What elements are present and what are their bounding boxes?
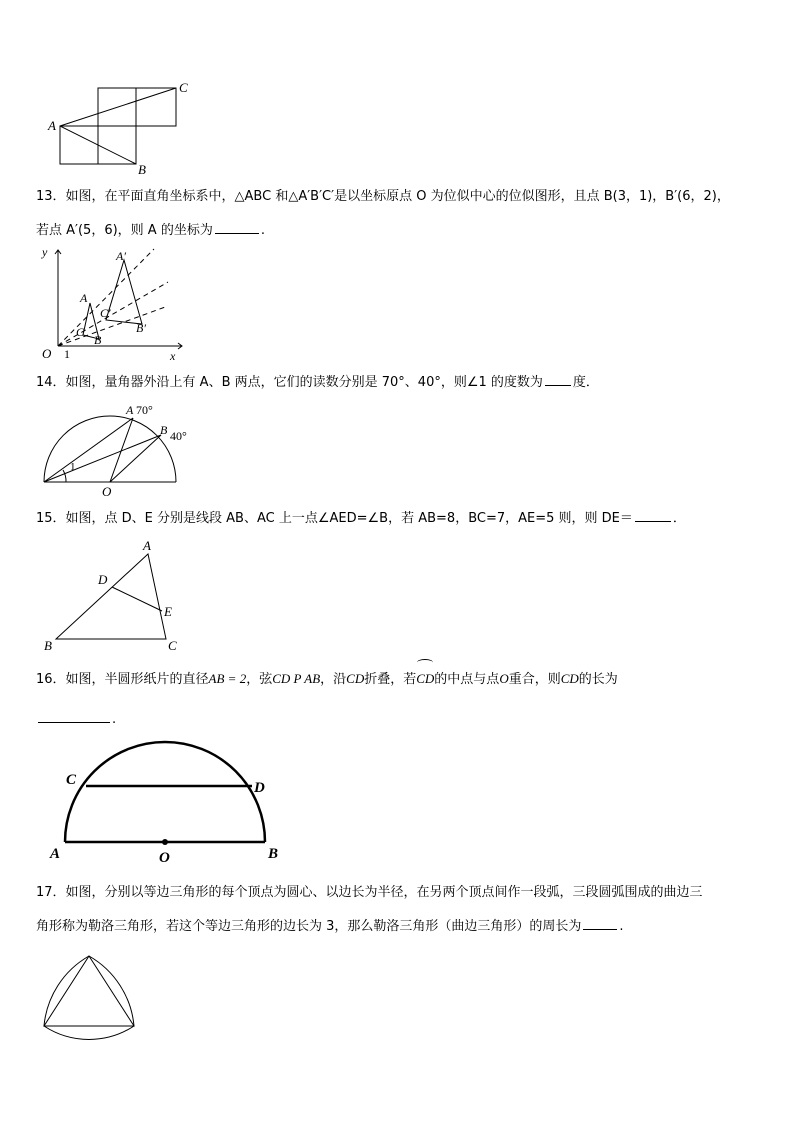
label-b: B: [268, 846, 279, 862]
y-axis-label: y: [42, 245, 48, 259]
x-axis-label: x: [170, 349, 176, 363]
grid-figure: [40, 78, 200, 178]
answer-blank[interactable]: [38, 708, 110, 723]
origin-label: O: [42, 346, 52, 361]
label-b: B: [160, 423, 168, 437]
q16-line2: .: [36, 703, 776, 737]
coordinate-figure: [36, 244, 186, 364]
q16-line1: 16．如图，半圆形纸片的直径AB = 2，弦CD P AB，沿CD折叠，若CD的中点与点O重合，则CD的长为: [36, 662, 776, 697]
question-14: [36, 366, 776, 400]
triangle-figure: [36, 536, 196, 656]
q17-line2: 角形称为勒洛三角形，若这个等边三角形的边长为 3，那么勒洛三角形（曲边三角形）的周长为 .: [36, 910, 776, 944]
label-b: B: [94, 333, 102, 347]
label-c: C: [168, 638, 177, 653]
label-c: C: [76, 325, 85, 339]
arc-cd: CD: [416, 662, 434, 696]
q13-line2: 若点 A′(5，6)，则 A 的坐标为 .: [36, 214, 776, 248]
label-c: C: [66, 772, 77, 788]
label-a: A: [48, 118, 56, 133]
protractor-figure: [36, 398, 206, 502]
label-a: A: [80, 291, 88, 305]
answer-blank[interactable]: [545, 371, 571, 386]
a-reading: 70°: [136, 403, 153, 417]
semicircle-figure: [46, 738, 296, 866]
label-a: A: [126, 403, 134, 417]
label-d: D: [254, 780, 265, 796]
tick-one-label: 1: [64, 347, 70, 361]
label-a: A: [50, 846, 61, 862]
label-b-prime: B′: [136, 321, 146, 335]
question-16: [36, 662, 776, 737]
answer-blank[interactable]: [583, 915, 617, 930]
label-c-prime: C′: [100, 306, 111, 320]
reuleaux-triangle-figure: [36, 946, 156, 1046]
label-d: D: [98, 572, 108, 587]
origin-label: O: [159, 850, 170, 866]
q17-line1: 17．如图，分别以等边三角形的每个顶点为圆心、以边长为半径，在另两个顶点间作一段弧，三段圆弧围成的曲边三: [36, 885, 703, 900]
question-13: [36, 180, 776, 248]
question-15: [36, 502, 776, 536]
answer-blank[interactable]: [635, 507, 671, 522]
answer-blank[interactable]: [215, 219, 259, 234]
label-b: B: [138, 162, 146, 177]
q15-line: 15．如图，点 D、E 分别是线段 AB、AC 上一点∠AED=∠B，若 AB=8，BC=7，AE=5 则，则 DE＝ ．: [36, 502, 776, 536]
label-a: A: [143, 538, 151, 553]
label-a-prime: A′: [116, 249, 126, 263]
angle-one-label: 1: [70, 461, 76, 473]
label-c: C: [179, 80, 188, 95]
b-reading: 40°: [170, 429, 187, 443]
label-e: E: [164, 604, 172, 619]
question-17: [36, 876, 776, 944]
origin-label: O: [102, 484, 112, 499]
q13-line1: 13．如图，在平面直角坐标系中，△ABC 和△A′B′C′是以坐标原点 O 为位似中心的位似图形，且点 B(3，1)，B′(6，2)，: [36, 189, 730, 204]
q14-line: 14．如图，量角器外沿上有 A、B 两点，它们的读数分别是 70°、40°，则∠1 的度数为 度．: [36, 366, 776, 400]
label-b: B: [44, 638, 52, 653]
